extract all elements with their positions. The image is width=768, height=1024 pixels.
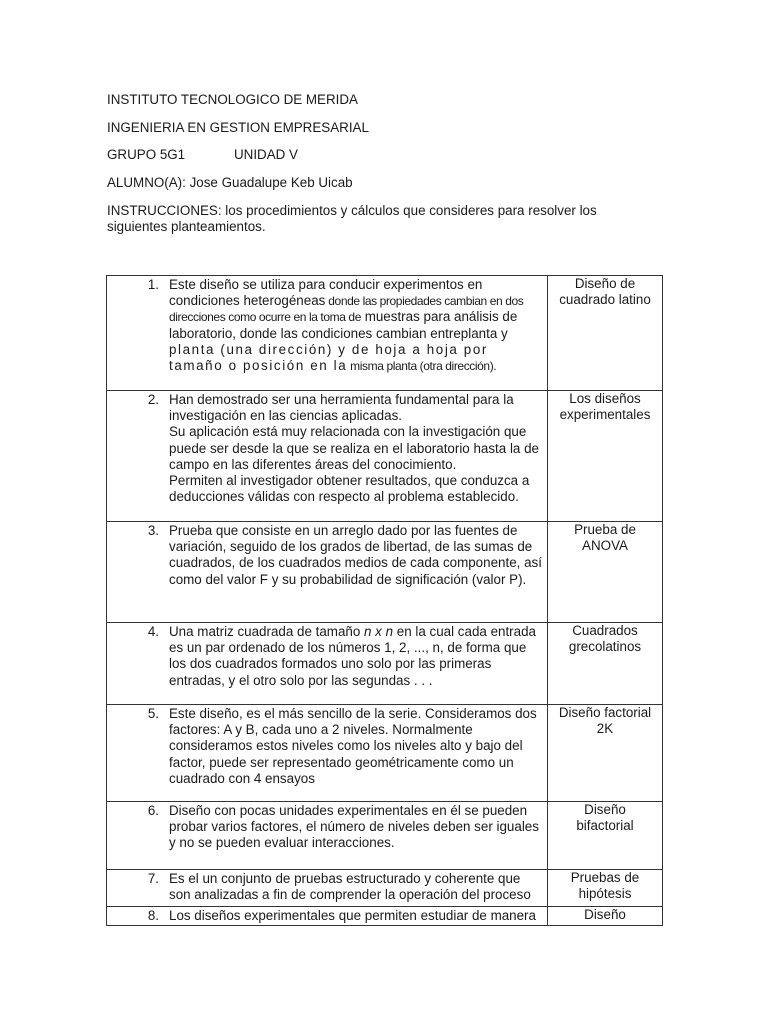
question-text: Este diseño, es el más sencillo de la serie. Consideramos dos factores: A y B, cada uno a 2 niveles. Normalmente consideramos estos niveles como los niveles alto y bajo del factor, puede ser representado geométricamente como un cuadrado con 4 ensayos (169, 706, 537, 786)
question-number: 6. (147, 803, 159, 818)
question-text: Los diseños experimentales que permiten estudiar de manera (169, 908, 536, 924)
question-text-part: Han demostrado ser una herramienta fundamental para la investigación en las ciencias aplicadas. (169, 392, 514, 424)
question-number: 5. (147, 706, 159, 721)
table-row (107, 391, 663, 522)
table-row (107, 907, 663, 925)
table-row (107, 276, 663, 391)
question-number: 3. (147, 523, 159, 538)
question-number: 2. (147, 392, 159, 407)
table-row (107, 802, 663, 870)
table-row (107, 705, 663, 802)
question-number: 1. (147, 277, 159, 292)
table-row (107, 623, 663, 705)
program-name: INGENIERIA EN GESTION EMPRESARIAL (107, 120, 369, 135)
question-text-part: Permiten al investigador obtener resultados, que conduzca a deducciones válidas con respecto al problema establecido. (169, 473, 530, 505)
question-text: Diseño con pocas unidades experimentales en él se pueden probar varios factores, el número de niveles deben ser iguales y no se pueden evaluar interacciones. (169, 803, 539, 851)
unit-label: UNIDAD V (234, 147, 298, 162)
question-text-part: planta (una dirección) y de hoja a hoja por tamaño o posición en la (169, 341, 488, 374)
question-text: Es el un conjunto de pruebas estructurado y coherente que son analizadas a fin de comprender la operación del proceso (169, 871, 531, 903)
question-text-part: Su aplicación está muy relacionada con la investigación que puede ser desde la que se realiza en el laboratorio hasta la de campo en las diferentes áreas del conocimiento. (169, 424, 539, 472)
student-name: ALUMNO(A): Jose Guadalupe Keb Uicab (107, 175, 353, 190)
answer-text: Diseño factorial 2K (558, 705, 652, 737)
answer-text: Prueba de ANOVA (574, 522, 636, 554)
math-expression: n x n (364, 624, 394, 639)
question-text (159, 624, 543, 689)
table-row (107, 522, 663, 623)
question-text: Prueba que consiste en un arreglo dado por las fuentes de variación, seguido de los grados de libertad, de las sumas de cuadrados, de los cuadrados medios de cada componente, así como del valor F y su probabilidad de significación (valor P). (169, 523, 542, 587)
answer-text: Diseño de cuadrado latino (559, 276, 651, 308)
answer-text: Diseño bifactorial (576, 802, 634, 834)
answer-text: Los diseños experimentales (559, 391, 651, 423)
table-row (107, 870, 663, 907)
answer-text: Pruebas de hipótesis (570, 870, 640, 902)
instructions: INSTRUCCIONES: los procedimientos y cálculos que consideres para resolver los siguientes planteamientos. (107, 203, 597, 235)
question-number: 7. (147, 871, 159, 886)
question-text-part: donde las propiedades cambian en dos direcciones como ocurre en la toma de (169, 294, 524, 325)
question-number: 8. (147, 908, 159, 924)
question-text-part: muestras para análisis de laboratorio, donde las condiciones cambian entreplanta y (169, 309, 518, 341)
answer-text: Cuadrados grecolatinos (568, 623, 642, 655)
question-text (159, 277, 543, 374)
institute-name: INSTITUTO TECNOLOGICO DE MERIDA (107, 92, 358, 107)
question-text-part: Una matriz cuadrada de tamaño (169, 624, 365, 639)
question-text (159, 392, 543, 505)
group-label: GRUPO 5G1 (107, 147, 186, 162)
question-text-part: Este diseño se utiliza para conducir experimentos en condiciones heterogéneas (169, 277, 483, 309)
question-text-part: misma planta (otra dirección). (347, 359, 497, 374)
question-number: 4. (147, 624, 159, 639)
answer-text: Diseño (584, 907, 626, 923)
questions-table (106, 275, 663, 926)
question-text-part: en la cual cada entrada es un par ordenado de los números 1, 2, ..., n, de forma que los dos cuadrados formados uno solo por las primeras entradas, y el otro solo por las segundas . . . (169, 624, 536, 688)
